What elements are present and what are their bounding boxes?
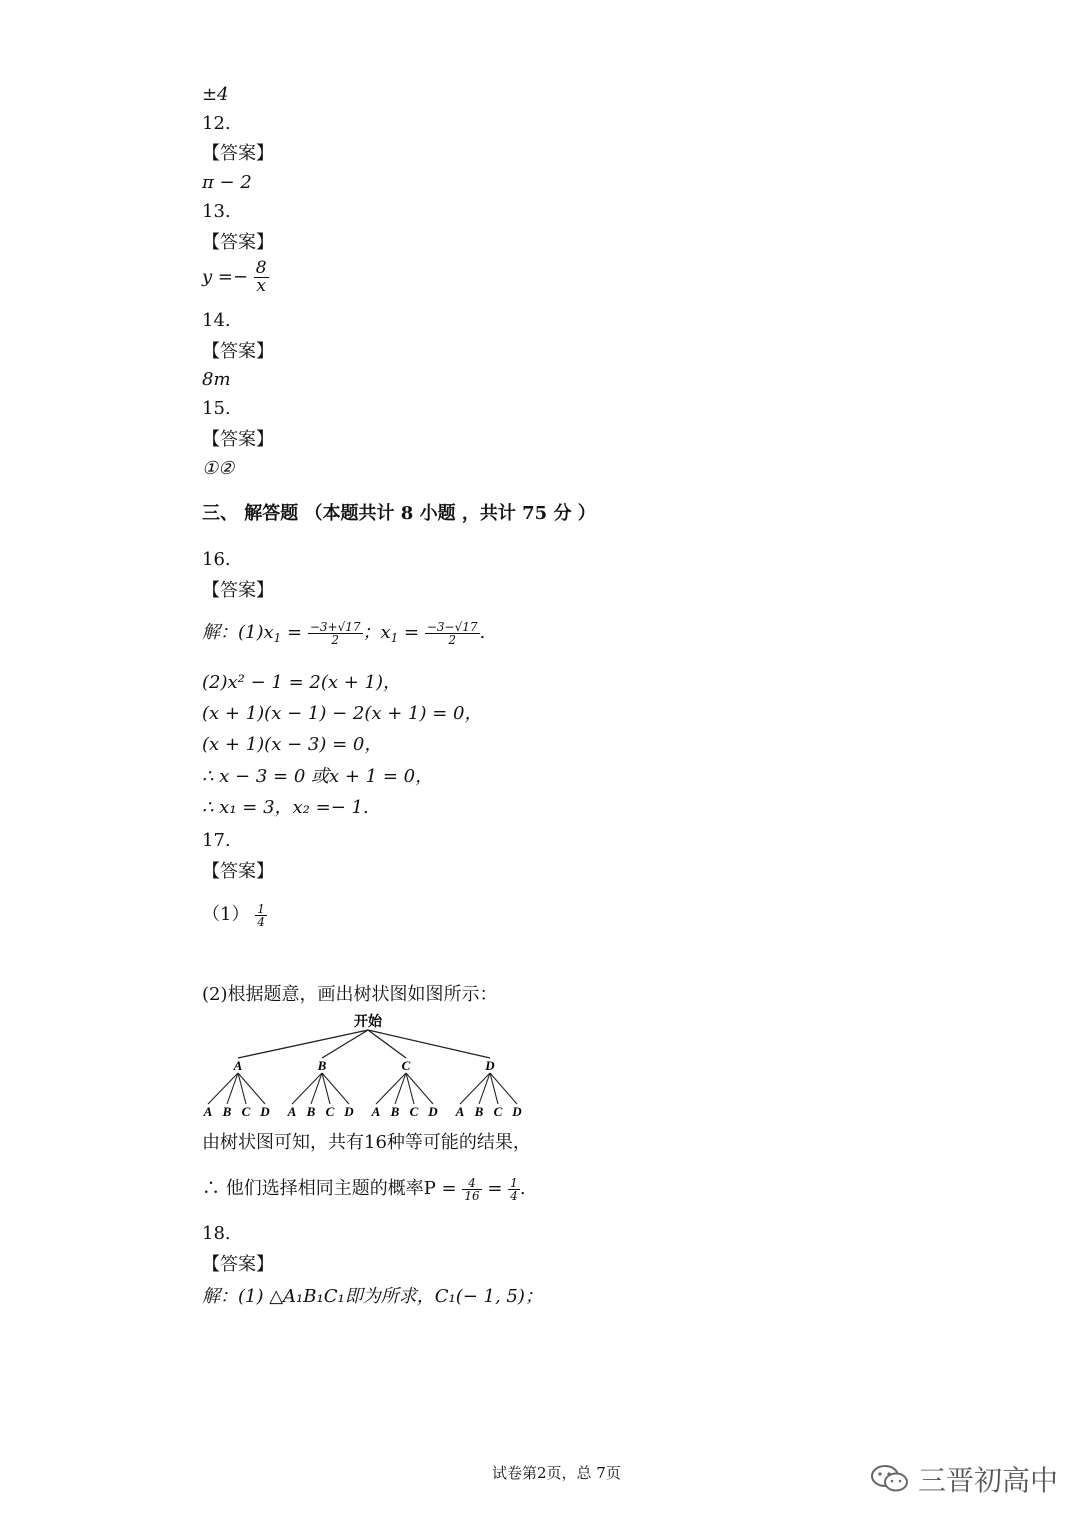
page-footer: 试卷第2页，总 7页 [492,1464,621,1482]
q12-number: 12. [202,113,231,134]
tree-leaf-line [227,1073,238,1104]
q15-answer: ①② [202,458,235,479]
q13-fraction [254,260,269,295]
q16-line5: ∴ x − 3 = 0 或x + 1 = 0， [202,766,434,787]
q16-line1 [202,618,485,646]
q16-frac1-den: 2 [331,632,339,647]
tree-diagram [200,1012,530,1124]
tree-level2-label: B [390,1104,400,1119]
q17-prob-text: ∴ 他们选择相同主题的概率P = [202,1178,463,1199]
q13-answer [202,260,269,295]
q16-end: . [479,622,486,643]
q15-number: 15. [202,398,231,419]
tree-branch-line [322,1030,368,1058]
tree-level2-label: D [344,1104,354,1119]
tree-level1-label: D [485,1058,495,1073]
q17-prob-frac1-num: 4 [462,1177,481,1190]
watermark [870,1461,1058,1497]
q17-prob-frac2-den: 4 [510,1188,518,1203]
q17-prob-frac1-den: 16 [464,1188,480,1203]
q11-answer: ±4 [202,84,229,105]
q17-number: 17. [202,830,231,851]
q17-part2: (2)根据题意，画出树状图如图所示： [202,984,498,1005]
q18-line1: 解：(1) △A₁B₁C₁即为所求，C₁(− 1, 5)； [202,1286,543,1307]
q16-answer-label: 【答案】 [202,580,274,601]
q17-prob-frac2 [508,1177,520,1202]
tree-level2-label: A [455,1104,465,1119]
q12-answer-label: 【答案】 [202,143,274,164]
q13-frac-num: 8 [255,258,267,278]
tree-leaf-line [460,1073,490,1104]
q14-number: 14. [202,310,231,331]
q17-part1-den: 4 [257,914,265,929]
q13-frac-den: x [256,276,266,296]
tree-level2-label: D [428,1104,438,1119]
tree-level2-label: A [203,1104,213,1119]
q16-line4: (x + 1)(x − 3) = 0， [202,734,383,755]
section-heading: 三、 解答题 （本题共计 8 小题 ，共计 75 分 ） [202,503,596,524]
q16-frac2 [425,621,480,646]
tree-level2-label: A [287,1104,297,1119]
q17-part1 [202,900,267,928]
tree-level2-label: D [260,1104,270,1119]
q14-answer: 8m [202,369,231,390]
tree-leaf-line [292,1073,322,1104]
tree-leaf-line [479,1073,490,1104]
tree-level2-label: C [325,1104,335,1119]
tree-level2-label: A [371,1104,381,1119]
q16-sub1: 1 [273,631,282,645]
q16-frac2-num: −3−√17 [426,619,478,634]
q17-part1-label: （1） [202,904,250,925]
q15-answer-label: 【答案】 [202,429,274,450]
q18-answer-label: 【答案】 [202,1254,274,1275]
tree-leaf-line [376,1073,406,1104]
watermark-text: 三晋初高中 [918,1464,1059,1497]
q13-lhs: y =− [202,266,249,288]
tree-level2-label: C [409,1104,419,1119]
q16-sep: ；x [362,622,391,643]
tree-level2-label: D [512,1104,522,1119]
q16-frac1 [308,621,363,646]
q17-conclusion: 由树状图可知，共有16种等可能的结果， [202,1132,531,1153]
q16-line1-prefix: 解：(1)x [202,622,274,643]
q14-answer-label: 【答案】 [202,341,274,362]
wechat-icon [870,1463,910,1495]
q16-eq: = [281,622,308,643]
tree-level1-label: B [317,1058,327,1073]
q17-prob-frac2-num: 1 [510,1175,518,1190]
q16-line2: (2)x² − 1 = 2(x + 1)， [202,672,401,693]
q17-part1-num: 1 [257,901,265,916]
q18-number: 18. [202,1223,231,1244]
tree-level2-label: B [474,1104,484,1119]
tree-level2-label: C [493,1104,503,1119]
tree-level1-label: C [401,1058,411,1073]
tree-leaf-line [208,1073,238,1104]
q16-number: 16. [202,549,231,570]
tree-branch-line [238,1030,368,1058]
tree-leaf-line [311,1073,322,1104]
tree-root-label: 开始 [354,1015,382,1030]
q17-prob-end: . [519,1178,526,1199]
q16-sub2: 1 [390,631,399,645]
q16-eq2: = [398,622,425,643]
q17-probability [202,1174,526,1202]
q13-answer-label: 【答案】 [202,232,274,253]
tree-leaf-line [395,1073,406,1104]
tree-level2-label: B [306,1104,316,1119]
q13-number: 13. [202,201,231,222]
q17-prob-frac1 [462,1177,481,1202]
q16-line6: ∴ x₁ = 3，x₂ =− 1. [202,797,369,818]
q16-line3: (x + 1)(x − 1) − 2(x + 1) = 0， [202,703,483,724]
q16-frac1-num: −3+√17 [309,619,361,634]
q12-answer: π − 2 [202,172,252,193]
tree-level2-label: B [222,1104,232,1119]
q17-answer-label: 【答案】 [202,861,274,882]
tree-level1-label: A [233,1058,243,1073]
tree-level2-label: C [241,1104,251,1119]
q16-frac2-den: 2 [448,632,456,647]
q17-prob-eq: = [481,1178,509,1199]
q17-part1-fraction [255,903,267,928]
